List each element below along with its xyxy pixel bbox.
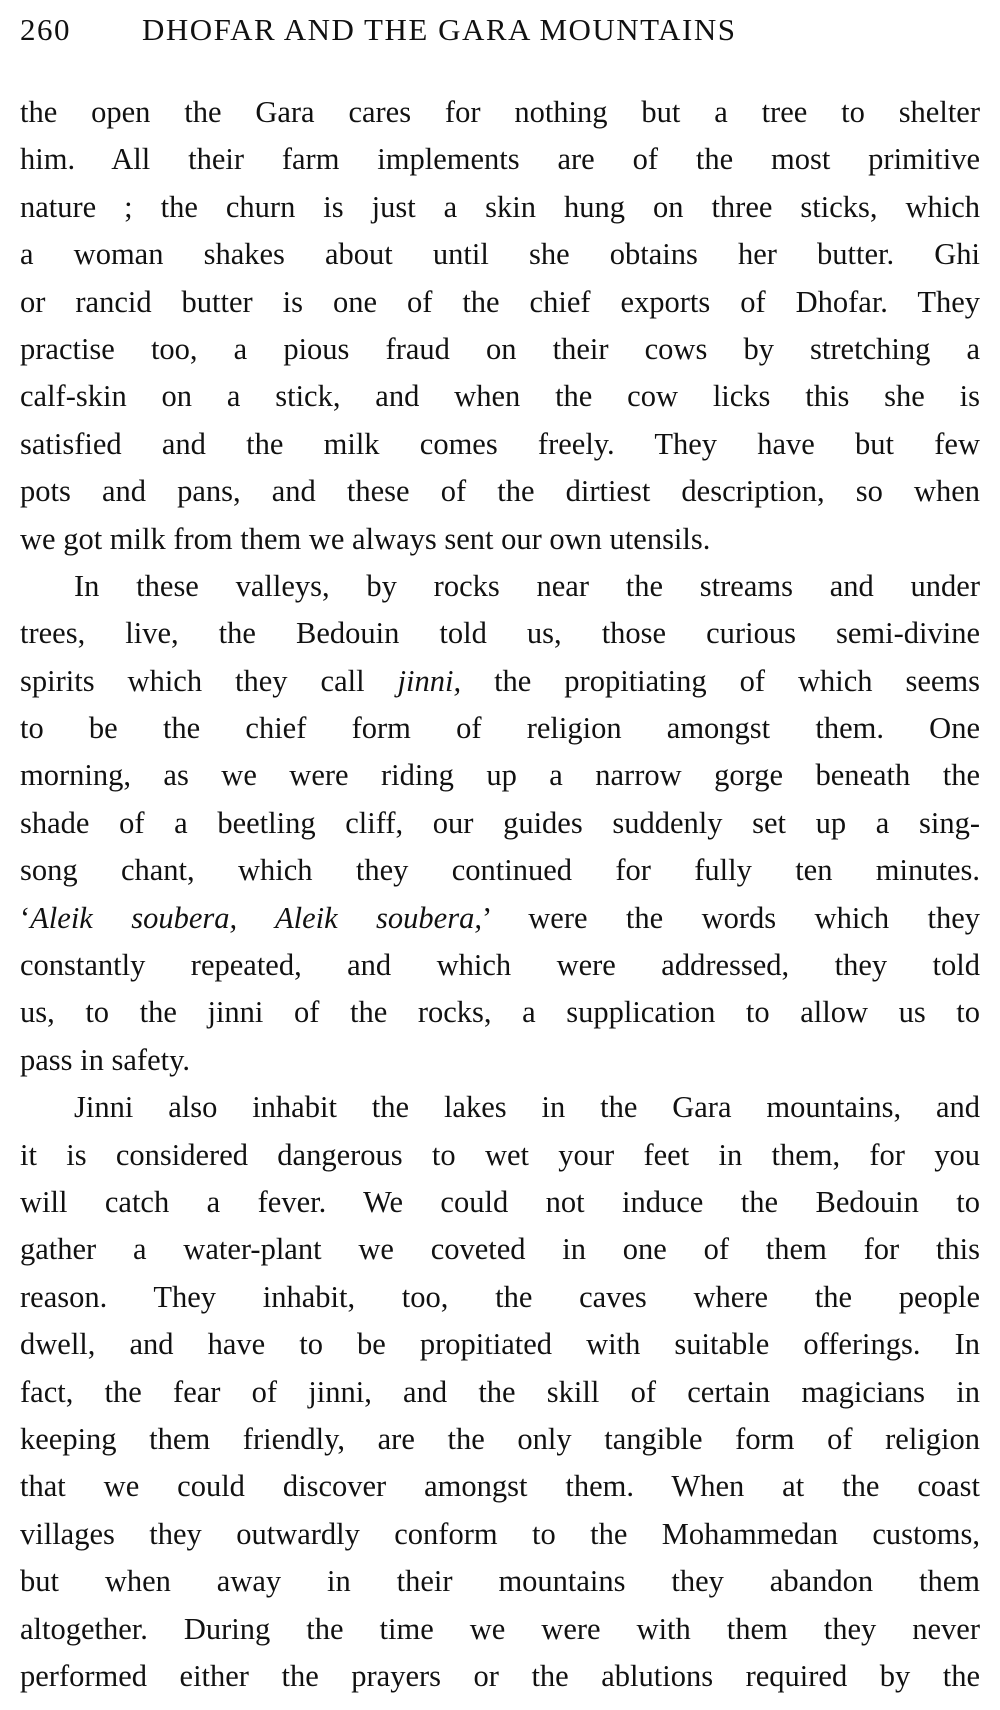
text-line: but when away in their mountains they abandon them (20, 1564, 980, 1599)
text-line: him. All their farm implements are of the most primitive (20, 142, 980, 177)
text-line: gather a water-plant we coveted in one of them for this (20, 1232, 980, 1267)
text-line: a woman shakes about until she obtains her butter. Ghi (20, 237, 980, 272)
text-line: it is considered dangerous to wet your feet in them, for you (20, 1137, 980, 1172)
text-line: we got milk from them we always sent our own utensils. (20, 521, 711, 556)
text-segment: ’ were the words which they (481, 900, 980, 935)
running-head (20, 12, 980, 62)
text-line: nature ; the churn is just a skin hung on three sticks, which (20, 189, 980, 224)
text-line: altogether. During the time we were with them they never (20, 1611, 980, 1646)
text-line: will catch a fever. We could not induce the Bedouin to (20, 1184, 980, 1219)
text-line (20, 658, 980, 705)
open-quote: ‘ (20, 900, 31, 935)
text-line: reason. They inhabit, too, the caves where the people (20, 1279, 980, 1314)
page-number: 260 (20, 12, 71, 47)
text-line: villages they outwardly conform to the Mohammedan customs, (20, 1516, 980, 1551)
text-line: constantly repeated, and which were addressed, they told (20, 948, 980, 983)
text-line: keeping them friendly, are the only tangible form of religion (20, 1421, 980, 1456)
italic-term: jinni, (397, 663, 462, 698)
text-line: trees, live, the Bedouin told us, those curious semi-divine (20, 616, 980, 651)
text-line: or rancid butter is one of the chief exports of Dhofar. They (20, 284, 980, 319)
text-line: shade of a beetling cliff, our guides suddenly set up a sing- (20, 805, 980, 840)
text-line (20, 895, 980, 942)
text-line: us, to the jinni of the rocks, a supplication to allow us to (20, 995, 980, 1030)
body-text (20, 89, 980, 1700)
italic-chant: Aleik soubera, Aleik soubera, (30, 900, 482, 935)
text-line: satisfied and the milk comes freely. They have but few (20, 426, 980, 461)
text-line: dwell, and have to be propitiated with suitable offerings. In (20, 1327, 980, 1362)
text-line: the open the Gara cares for nothing but a tree to shelter (20, 95, 980, 129)
text-line: that we could discover amongst them. When at the coast (20, 1469, 980, 1504)
text-line: calf-skin on a stick, and when the cow licks this she is (20, 379, 980, 414)
text-line: Jinni also inhabit the lakes in the Gara mountains, and (74, 1090, 980, 1125)
text-segment: the propitiating of which seems (494, 663, 981, 698)
text-line: morning, as we were riding up a narrow gorge beneath the (20, 758, 980, 793)
text-line: performed either the prayers or the ablutions required by the (20, 1658, 980, 1693)
text-line: pots and pans, and these of the dirtiest description, so when (20, 474, 980, 509)
text-line: practise too, a pious fraud on their cows by stretching a (20, 331, 980, 366)
text-line: fact, the fear of jinni, and the skill of certain magicians in (20, 1374, 980, 1409)
text-line: pass in safety. (20, 1042, 190, 1077)
running-head-title: DHOFAR AND THE GARA MOUNTAINS (142, 12, 737, 47)
text-line: In these valleys, by rocks near the streams and under (74, 568, 980, 603)
text-segment: spirits which they call (20, 663, 365, 698)
text-line: song chant, which they continued for fully ten minutes. (20, 853, 980, 888)
text-line: to be the chief form of religion amongst them. One (20, 711, 980, 746)
